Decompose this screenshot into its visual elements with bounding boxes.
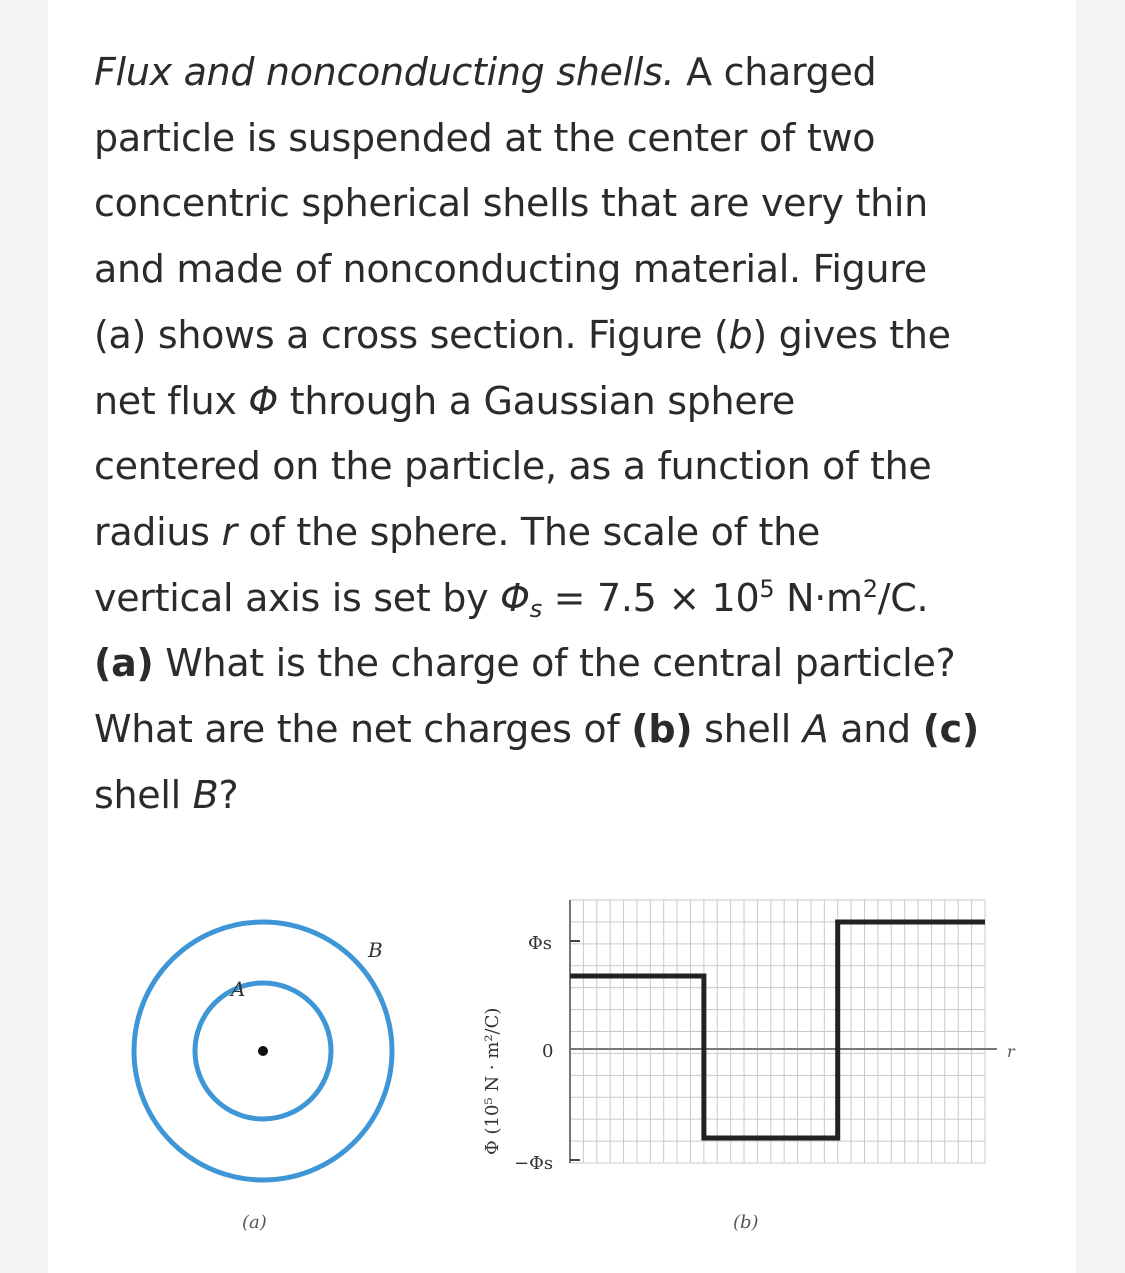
plot-grid — [570, 900, 985, 1163]
tick-label-neg-phis: −Φs — [514, 1153, 554, 1174]
problem-line-1: Flux and nonconducting shells. A charged — [94, 50, 877, 94]
flux-step-line — [570, 922, 985, 1138]
charged-particle-dot — [258, 1046, 268, 1056]
shell-b-label: B — [368, 938, 383, 962]
problem-line-3: concentric spherical shells that are very thin — [94, 181, 928, 226]
problem-line-5: (a) shows a cross section. Figure (b) gives the — [94, 312, 951, 357]
figure-b-flux-plot — [482, 900, 1016, 1233]
y-axis-label: Φ (10⁵ N · m²/C) — [482, 1007, 503, 1155]
figure-a-caption: (a) — [242, 1212, 267, 1233]
problem-line-11: What are the net charges of (b) shell A and (c) — [94, 707, 979, 752]
problem-line-7: centered on the particle, as a function of the — [94, 444, 932, 489]
problem-line-8: radius r of the sphere. The scale of the — [94, 509, 820, 554]
shell-a-label: A — [231, 977, 246, 1001]
problem-line-6: net flux Φ through a Gaussian sphere — [94, 378, 795, 423]
problem-line-10: (a) What is the charge of the central particle? — [94, 641, 956, 686]
flux-scale-symbol: Φ — [500, 575, 530, 620]
problem-line-9: vertical axis is set by $\Phi_s = 7.5 \times 10^5$ $N\cdot m^2/C$. — [94, 574, 929, 623]
r-axis-label: r — [1007, 1042, 1015, 1061]
problem-line-12: shell B? — [94, 772, 239, 817]
problem-line-4: and made of nonconducting material. Figure — [94, 247, 927, 292]
flux-symbol: Φ — [248, 378, 278, 423]
figure-a-cross-section — [134, 922, 392, 1233]
problem-line-2: particle is suspended at the center of two — [94, 115, 876, 160]
figure-b-caption: (b) — [733, 1212, 759, 1233]
tick-label-phis: Φs — [528, 933, 552, 954]
problem-title: Flux and nonconducting shells. — [94, 50, 675, 94]
tick-label-zero: 0 — [542, 1041, 554, 1062]
